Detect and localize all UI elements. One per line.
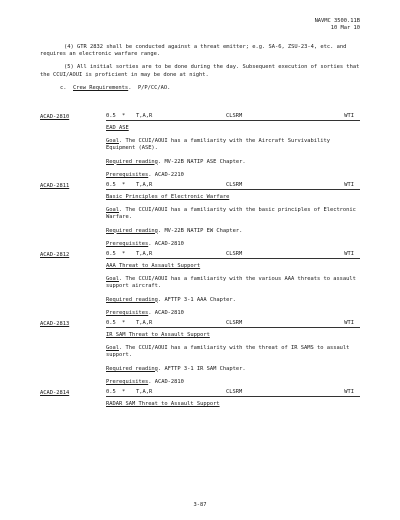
event-attributes <box>106 113 360 121</box>
paragraph-5: (5) All initial sorties are to be done during the day. Subsequent execution of sorties that the CCUI/AOUI is proficient in may be done at night. <box>40 64 360 78</box>
event-code: ACAD-2810 <box>40 113 70 120</box>
prerequisites-text: ACAD-2810 <box>154 309 184 316</box>
required-reading-label: Required reading <box>106 365 158 372</box>
event-prerequisites: Prerequisites. ACAD-2810 <box>106 240 184 247</box>
event-time: 0.5 <box>106 250 116 257</box>
event-header-row <box>40 320 360 328</box>
required-reading-label: Required reading <box>106 158 158 165</box>
event-class: CLSRM <box>226 319 243 326</box>
event-attributes <box>106 320 360 328</box>
event-body <box>106 401 360 408</box>
prerequisites-label: Prerequisites <box>106 240 149 247</box>
event-time: 0.5 <box>106 319 116 326</box>
crew-requirements: c. Crew Requirements. P/P/CC/AO. <box>60 84 171 91</box>
required-reading-label: Required reading <box>106 296 158 303</box>
required-reading-text: MV-22B NATIP EW Chapter. <box>164 227 243 234</box>
event-star: * <box>122 388 126 395</box>
goal-text: The CCUI/AOUI has a familiarity with the Aircraft Survivability Equipment (ASE). <box>106 138 330 152</box>
event-body <box>106 125 360 179</box>
event-star: * <box>122 250 126 257</box>
event-body <box>106 332 360 386</box>
page-number: 3-87 <box>193 502 207 508</box>
event-header-row <box>40 182 360 190</box>
event-attributes <box>106 389 360 397</box>
goal-label: Goal <box>106 138 119 145</box>
required-reading-text: MV-22B NATIP ASE Chapter. <box>164 158 246 165</box>
event-prerequisites: Prerequisites. ACAD-2210 <box>106 171 184 178</box>
prerequisites-text: ACAD-2810 <box>154 240 184 247</box>
event-acad-2813 <box>40 320 360 386</box>
event-goal: Goal. The CCUI/AOUI has a familiarity with the various AAA threats to assault support aircraft. <box>106 276 356 290</box>
event-code: ACAD-2814 <box>40 389 70 396</box>
event-title: IR SAM Threat to Assault Support <box>106 332 210 339</box>
event-required-reading: Required reading. MV-22B NATIP EW Chapter. <box>106 227 243 234</box>
event-roles: T,A,R <box>136 181 153 188</box>
event-roles: T,A,R <box>136 250 153 257</box>
event-class: CLSRM <box>226 112 243 119</box>
event-title: AAA Threat to Assault Support <box>106 263 201 270</box>
event-wti: WTI <box>344 181 354 188</box>
event-roles: T,A,R <box>136 388 153 395</box>
event-list <box>40 113 360 411</box>
event-header-row <box>40 389 360 397</box>
event-title: Basic Principles of Electronic Warfare <box>106 194 230 201</box>
event-wti: WTI <box>344 250 354 257</box>
event-required-reading: Required reading. AFTTP 3-1 AAA Chapter. <box>106 296 236 303</box>
event-attributes <box>106 182 360 190</box>
event-star: * <box>122 112 126 119</box>
event-class: CLSRM <box>226 181 243 188</box>
event-header-row <box>40 251 360 259</box>
event-roles: T,A,R <box>136 319 153 326</box>
event-roles: T,A,R <box>136 112 153 119</box>
goal-text: The CCUI/AOUI has a familiarity with the various AAA threats to assault support aircraft. <box>106 276 356 290</box>
prerequisites-text: ACAD-2210 <box>154 171 184 178</box>
paragraph-4: (4) GTR 2832 shall be conducted against a threat emitter; e.g. SA-6, ZSU-23-4, etc. and requires an electronic warfare range. <box>40 44 347 58</box>
event-acad-2812 <box>40 251 360 317</box>
event-star: * <box>122 181 126 188</box>
required-reading-label: Required reading <box>106 227 158 234</box>
event-wti: WTI <box>344 388 354 395</box>
goal-label: Goal <box>106 207 119 214</box>
event-body <box>106 263 360 317</box>
event-body <box>106 194 360 248</box>
event-class: CLSRM <box>226 388 243 395</box>
event-wti: WTI <box>344 112 354 119</box>
event-time: 0.5 <box>106 112 116 119</box>
intro-section <box>40 44 360 92</box>
event-wti: WTI <box>344 319 354 326</box>
goal-label: Goal <box>106 345 119 352</box>
required-reading-text: AFTTP 3-1 AAA Chapter. <box>164 296 236 303</box>
document-header <box>315 18 360 32</box>
event-code: ACAD-2811 <box>40 182 70 189</box>
event-acad-2811 <box>40 182 360 248</box>
event-acad-2810 <box>40 113 360 179</box>
prerequisites-label: Prerequisites <box>106 309 149 316</box>
event-acad-2814 <box>40 389 360 408</box>
event-class: CLSRM <box>226 250 243 257</box>
event-goal: Goal. The CCUI/AOUI has a familiarity with the threat of IR SAMS to assault support. <box>106 345 350 359</box>
event-star: * <box>122 319 126 326</box>
event-prerequisites: Prerequisites. ACAD-2810 <box>106 309 184 316</box>
event-goal: Goal. The CCUI/AOUI has a familiarity with the Aircraft Survivability Equipment (ASE). <box>106 138 330 152</box>
prerequisites-label: Prerequisites <box>106 378 149 385</box>
crew-requirements-prefix: c. <box>60 84 67 91</box>
event-title: RADAR SAM Threat to Assault Support <box>106 401 220 408</box>
event-title: EAD ASE <box>106 125 129 131</box>
prerequisites-text: ACAD-2810 <box>154 378 184 385</box>
event-prerequisites: Prerequisites. ACAD-2810 <box>106 378 184 385</box>
crew-requirements-value: P/P/CC/AO. <box>137 84 171 91</box>
event-goal: Goal. The CCUI/AOUI has a familiarity with the basic principles of Electronic Warfare. <box>106 207 356 221</box>
event-code: ACAD-2812 <box>40 251 70 258</box>
event-time: 0.5 <box>106 181 116 188</box>
event-time: 0.5 <box>106 388 116 395</box>
document-date: 10 Mar 10 <box>330 25 360 31</box>
goal-text: The CCUI/AOUI has a familiarity with the basic principles of Electronic Warfare. <box>106 207 356 221</box>
goal-text: The CCUI/AOUI has a familiarity with the threat of IR SAMS to assault support. <box>106 345 350 359</box>
document-id: NAVMC 3500.11B <box>314 18 360 24</box>
event-required-reading: Required reading. MV-22B NATIP ASE Chapter. <box>106 158 246 165</box>
event-attributes <box>106 251 360 259</box>
goal-label: Goal <box>106 276 119 283</box>
required-reading-text: AFTTP 3-1 IR SAM Chapter. <box>164 365 246 372</box>
event-code: ACAD-2813 <box>40 320 70 327</box>
crew-requirements-title: Crew Requirements <box>73 84 129 91</box>
event-header-row <box>40 113 360 121</box>
event-required-reading: Required reading. AFTTP 3-1 IR SAM Chapter. <box>106 365 246 372</box>
prerequisites-label: Prerequisites <box>106 171 149 178</box>
